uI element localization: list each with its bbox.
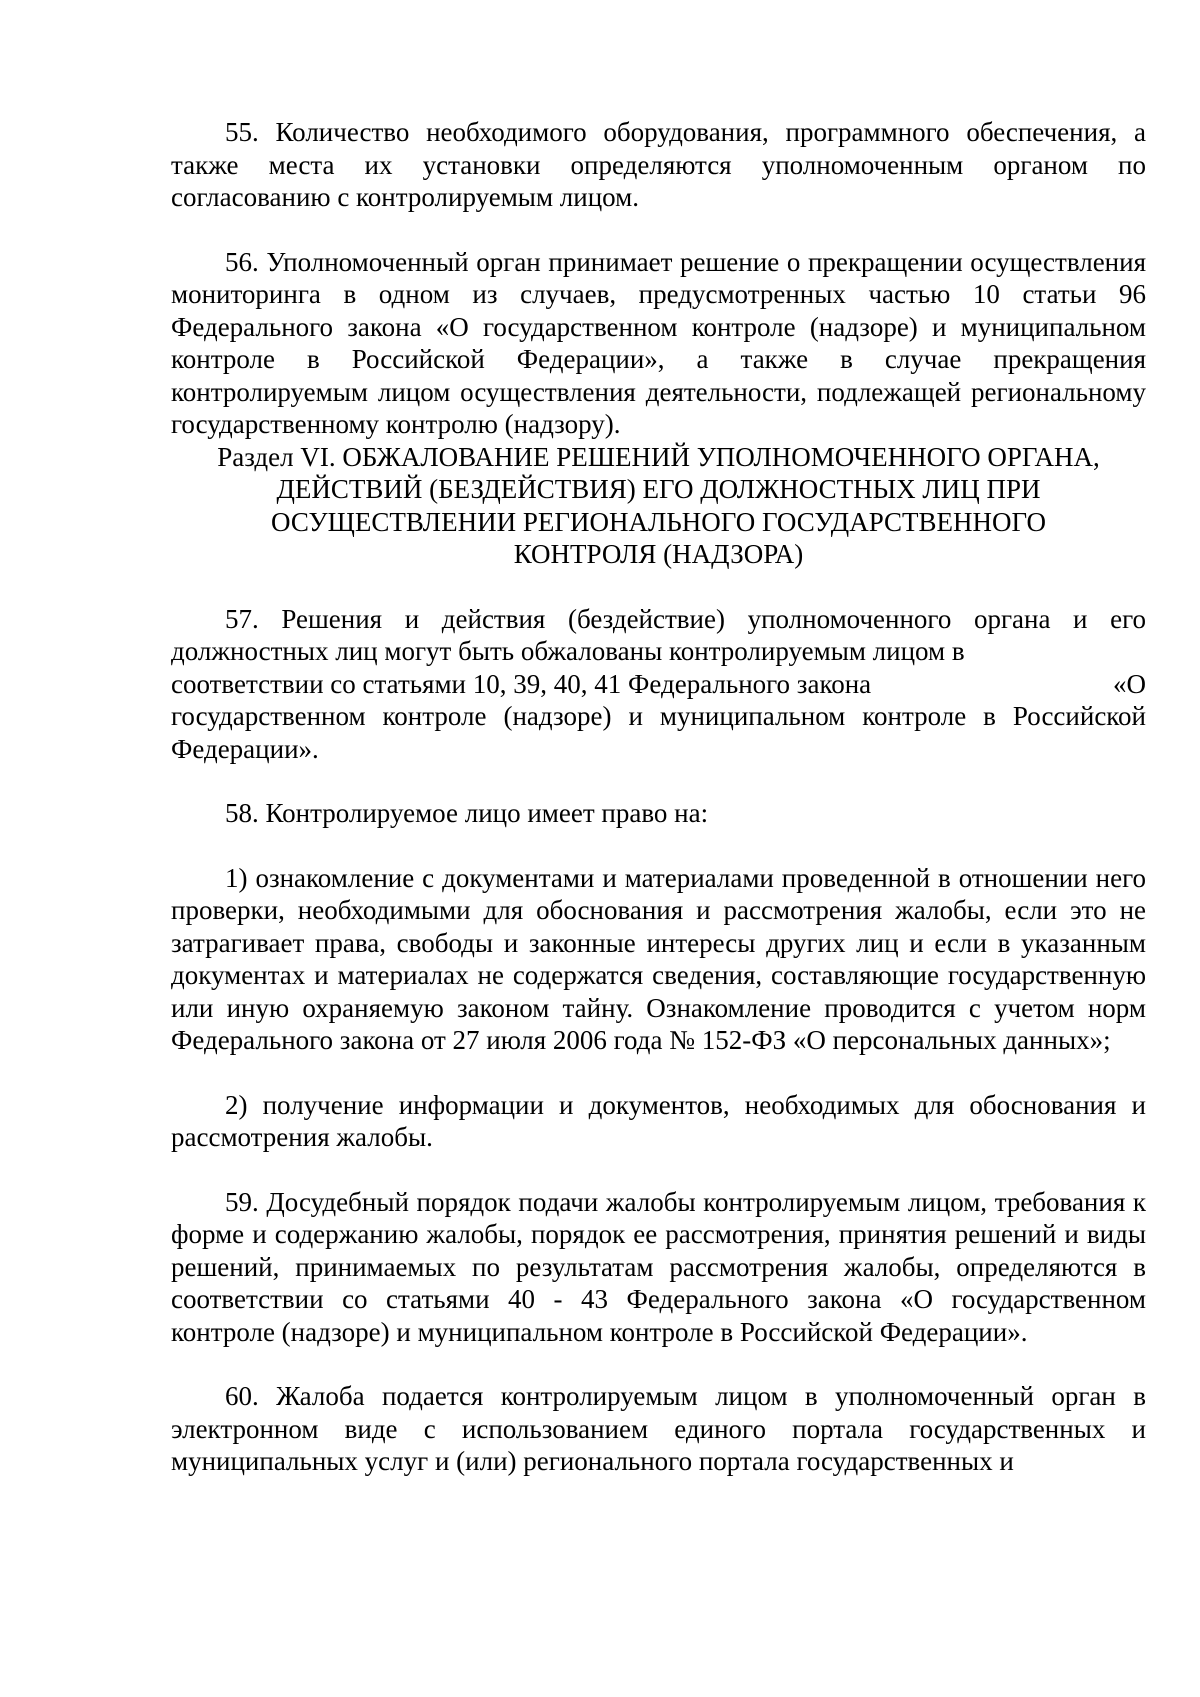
- paragraph-58-item-1: 1) ознакомление с документами и материалами проведенной в отношении него проверки, необходимыми для обоснования и рассмотрения жалобы, если это не затрагивает права, свободы и законные интересы других лиц и если в указанным документах и материалах не содержатся сведения, составляющие государственную или иную охраняемую законом тайну. Ознакомление проводится с учетом норм Федерального закона от 27 июля 2006 года № 152-ФЗ «О персональных данных»;: [171, 862, 1146, 1055]
- paragraph-57-line-3-right: «О: [1113, 668, 1146, 699]
- document-page: [171, 116, 1146, 1478]
- paragraph-57-line-3: [171, 668, 1146, 701]
- paragraph-57: [171, 603, 1146, 766]
- paragraph-58: 58. Контролируемое лицо имеет право на:: [225, 798, 709, 828]
- section-heading-line-4: КОНТРОЛЯ (НАДЗОРА): [513, 539, 804, 569]
- paragraph-57-part-3: государственном контроле (надзоре) и муниципальном контроле в Российской Федерации».: [171, 701, 1146, 764]
- paragraph-55: 55. Количество необходимого оборудования, программного обеспечения, а также места их установки определяются уполномоченным органом по согласованию с контролируемым лицом.: [171, 117, 1146, 212]
- paragraph-60: 60. Жалоба подается контролируемым лицом в уполномоченный орган в электронном виде с использованием единого портала государственных и муниципальных услуг и (или) регионального портала государственных и: [171, 1381, 1146, 1476]
- section-heading-line-3: ОСУЩЕСТВЛЕНИИ РЕГИОНАЛЬНОГО ГОСУДАРСТВЕННОГО: [271, 506, 1046, 537]
- section-heading-line-2: ДЕЙСТВИЙ (БЕЗДЕЙСТВИЯ) ЕГО ДОЛЖНОСТНЫХ ЛИЦ ПРИ: [276, 474, 1041, 504]
- paragraph-59: 59. Досудебный порядок подачи жалобы контролируемым лицом, требования к форме и содержанию жалобы, порядок ее рассмотрения, принятия решений и виды решений, принимаемых по результатам рассмотрения жалобы, определяются в соответствии со статьями 40 - 43 Федерального закона «О государственном контроле (надзоре) и муниципальном контроле в Российской Федерации».: [171, 1186, 1146, 1347]
- paragraph-57-line-3-left: соответствии со статьями 10, 39, 40, 41 Федерального закона: [171, 668, 872, 699]
- paragraph-58-item-2: 2) получение информации и документов, необходимых для обоснования и рассмотрения жалобы.: [171, 1089, 1146, 1152]
- paragraph-56: 56. Уполномоченный орган принимает решение о прекращении осуществления мониторинга в одном из случаев, предусмотренных частью 10 статьи 96 Федерального закона «О государственном контроле (надзоре) и муниципальном контроле в Российской Федерации», а также в случае прекращения контролируемым лицом осуществления деятельности, подлежащей региональному государственному контролю (надзору).: [171, 246, 1146, 439]
- section-heading: [171, 441, 1146, 571]
- paragraph-57-part-1: 57. Решения и действия (бездействие) уполномоченного органа и его должностных лиц могут быть обжалованы контролируемым лицом в: [171, 603, 1146, 666]
- section-heading-line-1: Раздел VI. ОБЖАЛОВАНИЕ РЕШЕНИЙ УПОЛНОМОЧЕННОГО ОРГАНА,: [217, 441, 1100, 472]
